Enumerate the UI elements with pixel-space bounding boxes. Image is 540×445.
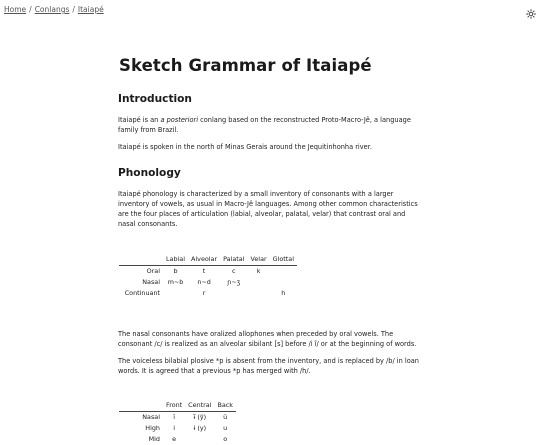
section-heading-phonology: Phonology	[118, 167, 181, 179]
table-cell	[247, 277, 269, 288]
theme-toggle-button[interactable]	[526, 4, 536, 14]
breadcrumb-itaiape-link[interactable]: Itaiapé	[77, 5, 104, 14]
row-label: Continuant	[124, 289, 160, 297]
table-cell: b	[173, 267, 178, 275]
breadcrumb	[4, 5, 104, 14]
table-cell: o	[223, 435, 228, 443]
row-label: Mid	[148, 435, 160, 443]
table-cell	[247, 288, 269, 299]
article	[118, 56, 424, 445]
sun-icon	[526, 9, 536, 19]
page-title: Sketch Grammar of Itaiapé	[119, 56, 372, 75]
table-cell: ɲ~ʒ	[227, 278, 241, 286]
table-header: Glottal	[270, 254, 297, 266]
table-header: Front	[163, 400, 185, 412]
phonology-paragraph-3: The voiceless bilabial plosive *p is absent from the inventory, and is replaced by /b/ in loan words. It is agreed that a previous *p has merged with /h/.	[118, 357, 419, 375]
vowel-table	[119, 400, 236, 445]
table-row	[119, 288, 297, 299]
table-cell	[185, 434, 214, 445]
row-label: Nasal	[142, 413, 160, 421]
table-header: Palatal	[220, 254, 247, 266]
table-cell: ĩ	[173, 413, 175, 421]
breadcrumb-home-link[interactable]: Home	[4, 5, 27, 14]
table-cell: r	[202, 289, 206, 297]
intro-text: Itaiapé is an	[118, 116, 161, 124]
table-row	[119, 434, 236, 445]
table-cell: h	[281, 289, 286, 297]
table-header: Central	[185, 400, 214, 412]
table-cell: ũ	[223, 413, 228, 421]
row-label: Oral	[146, 267, 160, 275]
table-cell: ɨ (y)	[193, 424, 207, 432]
table-cell: c	[232, 267, 236, 275]
table-header	[119, 254, 163, 266]
table-cell: k	[256, 267, 261, 275]
table-cell: m~b	[167, 278, 184, 286]
table-cell: n~d	[197, 278, 211, 286]
intro-emphasis: a posteriori	[160, 116, 199, 124]
table-row	[119, 423, 236, 434]
table-cell	[163, 288, 188, 299]
table-row	[119, 412, 236, 424]
table-row	[119, 277, 297, 288]
table-header	[119, 400, 163, 412]
table-cell: e	[172, 435, 177, 443]
intro-paragraph-1	[118, 115, 424, 135]
table-row	[119, 266, 297, 278]
section-heading-introduction: Introduction	[118, 93, 192, 105]
phonology-paragraph-2: The nasal consonants have oralized allophones when preceded by oral vowels. The consonant /c/ is realized as an alveolar sibilant [s] before /i ĩ/ or at the beginning of words.	[118, 330, 417, 348]
row-label: Nasal	[142, 278, 160, 286]
table-cell: t	[202, 267, 206, 275]
table-cell	[220, 288, 247, 299]
table-cell: u	[223, 424, 228, 432]
table-cell: ɨ̃ (ỹ)	[193, 413, 207, 421]
row-label: High	[145, 424, 160, 432]
table-cell	[270, 277, 297, 288]
breadcrumb-conlangs-link[interactable]: Conlangs	[34, 5, 70, 14]
table-cell	[270, 266, 297, 278]
intro-text: conlang based on the reconstructed Proto-Macro-Jê, a language family from Brazil.	[118, 116, 411, 134]
table-header: Velar	[247, 254, 269, 266]
phonology-paragraph-1: Itaiapé phonology is characterized by a small inventory of consonants with a larger inventory of vowels, as usual in Macro-Jê languages. Among other common characteristics are the four places of articulation (labial, alveolar, palatal, velar) that contrast oral and nasal consonants.	[118, 190, 418, 228]
table-header: Back	[214, 400, 236, 412]
intro-paragraph-2: Itaiapé is spoken in the north of Minas Gerais around the Jequitinhonha river.	[118, 143, 372, 151]
table-cell: i	[173, 424, 175, 432]
table-header: Alveolar	[188, 254, 220, 266]
consonant-table	[119, 254, 297, 299]
table-header: Labial	[163, 254, 188, 266]
breadcrumb-separator: /	[72, 5, 75, 14]
breadcrumb-separator: /	[29, 5, 32, 14]
